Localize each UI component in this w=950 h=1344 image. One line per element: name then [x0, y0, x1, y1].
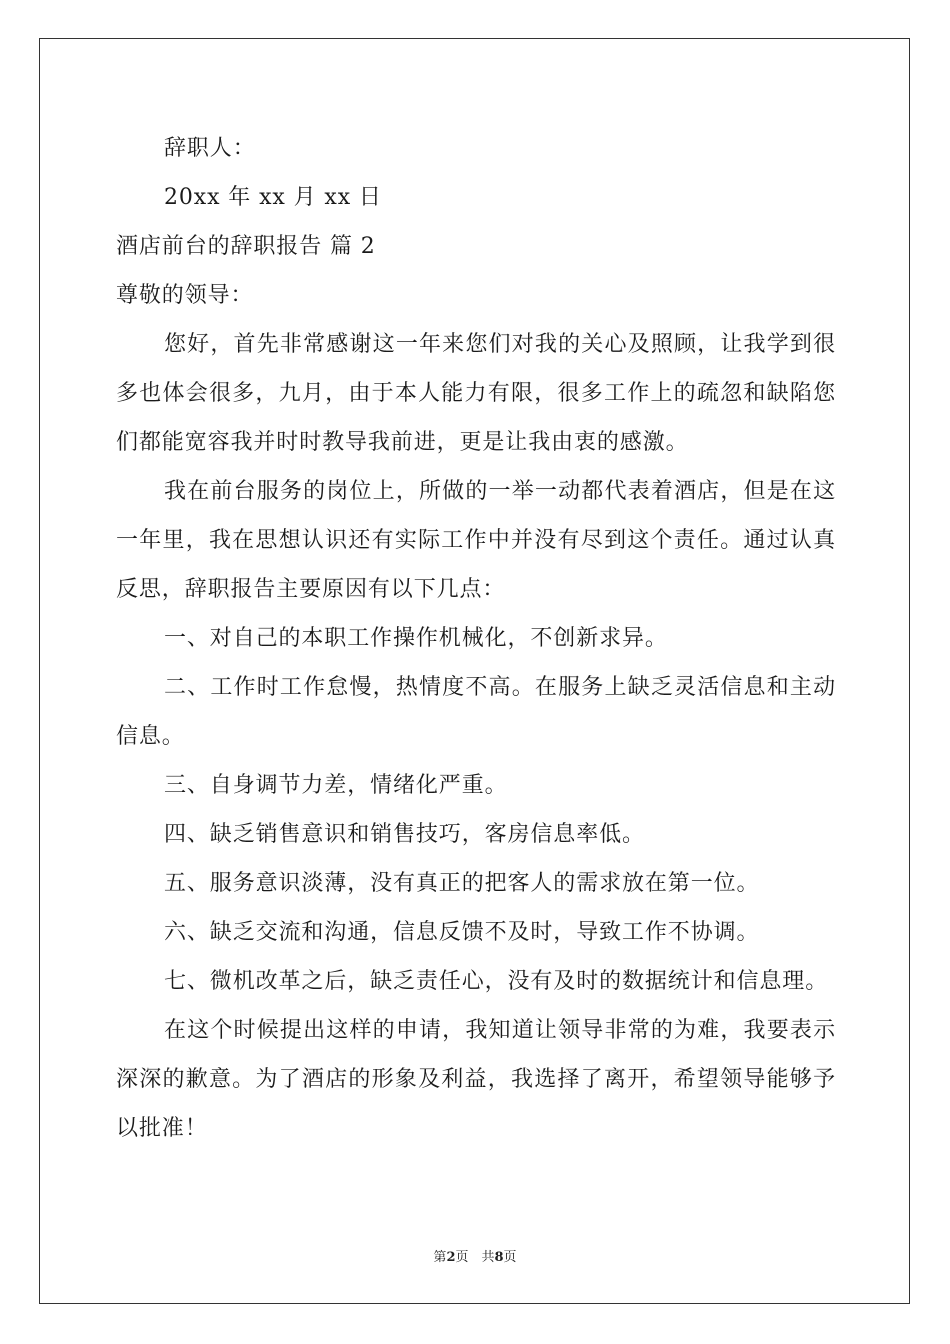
- list-item: 四、缺乏销售意识和销售技巧，客房信息率低。: [164, 822, 645, 847]
- list-item: 七、微机改革之后，缺乏责任心，没有及时的数据统计和信息理。: [164, 969, 829, 994]
- current-page-number: 2: [446, 1250, 456, 1265]
- page-suffix: 页: [503, 1250, 517, 1265]
- paragraph: 在这个时候提出这样的申请，我知道让领导非常的为难，我要表示深深的歉意。为了酒店的形象及利益，我选择了离开，希望领导能够予以批准！: [116, 1018, 836, 1141]
- page-mid: 页 共: [455, 1250, 495, 1265]
- signature-label: 辞职人：: [164, 136, 256, 161]
- page-footer: [0, 1246, 950, 1265]
- document-body: [116, 124, 836, 1153]
- list-item: 一、对自己的本职工作操作机械化，不创新求异。: [164, 626, 668, 651]
- salutation: 尊敬的领导：: [116, 283, 254, 308]
- date-line: 20xx 年 xx 月 xx 日: [164, 185, 382, 210]
- list-item: 二、工作时工作怠慢，热情度不高。在服务上缺乏灵活信息和主动信息。: [116, 675, 836, 749]
- list-item: 六、缺乏交流和沟通，信息反馈不及时，导致工作不协调。: [164, 920, 760, 945]
- list-item: 三、自身调节力差，情绪化严重。: [164, 773, 508, 798]
- total-page-number: 8: [494, 1250, 504, 1265]
- section-title: 酒店前台的辞职报告 篇 2: [116, 234, 376, 259]
- paragraph: 我在前台服务的岗位上，所做的一举一动都代表着酒店，但是在这一年里，我在思想认识还有实际工作中并没有尽到这个责任。通过认真反思，辞职报告主要原因有以下几点：: [116, 479, 836, 602]
- paragraph: 您好，首先非常感谢这一年来您们对我的关心及照顾，让我学到很多也体会很多，九月，由于本人能力有限，很多工作上的疏忽和缺陷您们都能宽容我并时时教导我前进，更是让我由衷的感激。: [116, 332, 836, 455]
- page-prefix: 第: [433, 1250, 447, 1265]
- list-item: 五、服务意识淡薄，没有真正的把客人的需求放在第一位。: [164, 871, 760, 896]
